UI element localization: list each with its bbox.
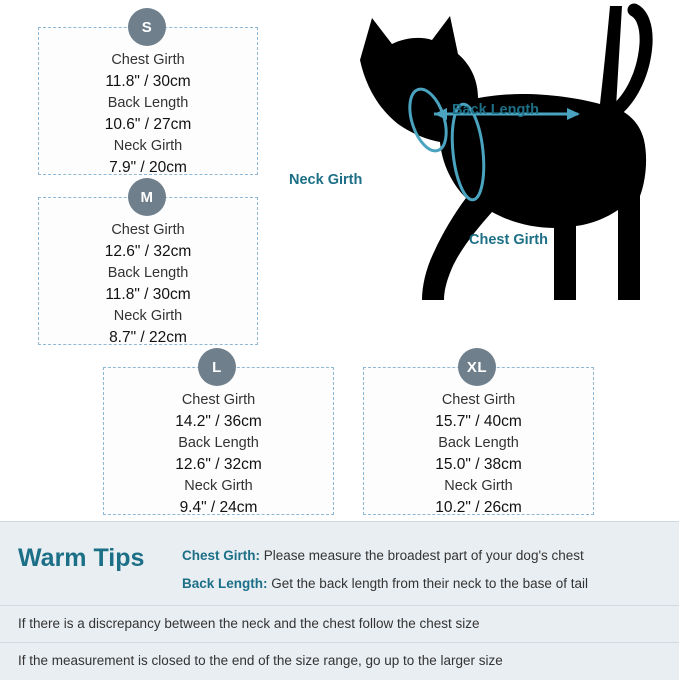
tips-divider-1: [0, 605, 679, 606]
neck-girth-annotation: Neck Girth: [289, 172, 363, 188]
warm-tips-title: Warm Tips: [18, 544, 145, 572]
size-card-l: [103, 367, 334, 515]
back-length-label: Back Length: [107, 95, 189, 111]
chest-girth-annotation: Chest Girth: [469, 232, 548, 248]
back-length-value: 11.8" / 30cm: [105, 286, 191, 303]
chest-girth-label: Chest Girth: [111, 52, 185, 68]
size-card-xl: [363, 367, 594, 515]
size-badge-m-label: M: [140, 188, 154, 206]
size-card-m: [38, 197, 258, 345]
back-length-label: Back Length: [107, 265, 189, 281]
size-card-s: [38, 27, 258, 175]
size-card-m-content: [39, 198, 257, 349]
neck-girth-value: 9.4" / 24cm: [179, 499, 258, 516]
back-length-label: Back Length: [438, 435, 519, 451]
back-length-annotation: Back Length: [452, 102, 540, 118]
back-length-value: 10.6" / 27cm: [104, 116, 192, 133]
tip-back-length-key: Back Length:: [182, 576, 268, 591]
chest-girth-label: Chest Girth: [111, 222, 185, 238]
size-badge-s: [128, 8, 166, 46]
chest-girth-value: 15.7" / 40cm: [435, 413, 522, 430]
chest-girth-label: Chest Girth: [441, 392, 516, 408]
size-badge-xl: [458, 348, 496, 386]
tip-back-length: [182, 576, 588, 591]
size-badge-l: [198, 348, 236, 386]
tips-divider-2: [0, 642, 679, 643]
neck-girth-label: Neck Girth: [444, 478, 513, 494]
size-card-l-content: [104, 368, 333, 519]
chest-girth-value: 11.8" / 30cm: [105, 73, 191, 90]
tip-back-length-text: Get the back length from their neck to the base of tail: [271, 576, 588, 591]
back-length-value: 12.6" / 32cm: [175, 456, 262, 473]
size-badge-m: [128, 178, 166, 216]
neck-girth-value: 10.2" / 26cm: [435, 499, 522, 516]
neck-girth-label: Neck Girth: [113, 138, 183, 154]
back-length-value: 15.0" / 38cm: [435, 456, 522, 473]
chest-girth-value: 12.6" / 32cm: [104, 243, 192, 260]
tip-line-1: If there is a discrepancy between the neck and the chest follow the chest size: [18, 616, 480, 631]
tip-chest-girth: [182, 548, 584, 563]
neck-girth-value: 7.9" / 20cm: [109, 159, 187, 176]
neck-girth-value: 8.7" / 22cm: [109, 329, 187, 346]
chest-girth-label: Chest Girth: [181, 392, 256, 408]
back-length-label: Back Length: [178, 435, 259, 451]
size-card-xl-content: [364, 368, 593, 519]
neck-girth-label: Neck Girth: [113, 308, 183, 324]
size-card-s-content: [39, 28, 257, 179]
neck-girth-label: Neck Girth: [184, 478, 253, 494]
cat-diagram: [289, 0, 679, 345]
size-badge-l-label: L: [212, 358, 222, 376]
tip-line-2: If the measurement is closed to the end of the size range, go up to the larger size: [18, 653, 503, 668]
tip-chest-girth-text: Please measure the broadest part of your dog's chest: [263, 548, 584, 563]
warm-tips-section: [0, 521, 679, 680]
tip-chest-girth-key: Chest Girth:: [182, 548, 261, 563]
chest-girth-value: 14.2" / 36cm: [175, 413, 262, 430]
size-badge-s-label: S: [141, 18, 153, 36]
size-badge-xl-label: XL: [466, 358, 488, 376]
